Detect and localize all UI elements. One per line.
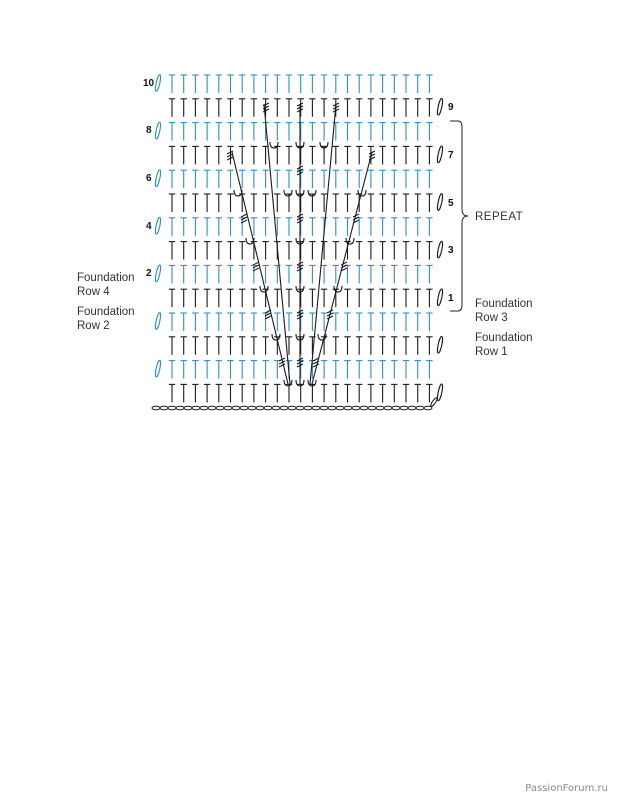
chain-stitch	[352, 406, 360, 410]
cluster-knot	[270, 142, 278, 148]
stitch-row	[169, 193, 444, 212]
turning-chain	[154, 312, 161, 329]
chain-stitch	[430, 397, 438, 407]
chain-stitch	[328, 406, 336, 410]
stitch-row	[154, 74, 432, 93]
chain-stitch	[240, 406, 248, 410]
turning-chain	[154, 74, 161, 91]
chain-stitch	[256, 406, 264, 410]
row-number-9: 9	[448, 102, 454, 113]
stitch-row	[154, 217, 432, 236]
chain-stitch	[184, 406, 192, 410]
turning-chain	[436, 336, 443, 353]
cluster-knot	[234, 190, 242, 196]
chain-stitch	[336, 406, 344, 410]
foundation-row-1-label: Foundation Row 1	[475, 332, 533, 358]
chain-stitch	[400, 406, 408, 410]
treble-hash-mark	[369, 154, 375, 157]
row-number-1: 1	[448, 293, 454, 304]
turning-chain	[436, 241, 443, 258]
chain-stitch	[320, 406, 328, 410]
stitch-row	[154, 170, 432, 189]
stitch-row	[169, 336, 444, 355]
stitch-row	[154, 265, 432, 284]
chain-stitch	[304, 406, 312, 410]
chain-stitch	[368, 406, 376, 410]
stitch-row	[154, 122, 432, 141]
treble-hash-mark	[241, 214, 247, 217]
foundation-row-3-label: Foundation Row 3	[475, 298, 533, 324]
row-number-10: 10	[143, 78, 155, 89]
chain-stitch	[280, 406, 288, 410]
stitch-rows	[154, 74, 443, 402]
row-number-2: 2	[146, 268, 152, 279]
chain-stitch	[176, 406, 184, 410]
turning-chain	[436, 289, 443, 306]
chain-stitch	[424, 406, 432, 410]
chain-stitch	[264, 406, 272, 410]
turning-chain	[154, 217, 161, 234]
chain-stitch	[224, 406, 232, 410]
stitch-row	[169, 146, 444, 165]
chain-stitch	[360, 406, 368, 410]
chain-stitch	[272, 406, 280, 410]
chain-stitch	[376, 406, 384, 410]
stitch-row	[154, 312, 432, 331]
stitch-row	[169, 241, 444, 260]
chain-stitch	[288, 406, 296, 410]
chain-stitch	[248, 406, 256, 410]
stitch-row	[154, 360, 432, 379]
turning-chain	[436, 146, 443, 163]
chain-stitch	[312, 406, 320, 410]
stitch-row	[169, 98, 444, 117]
cluster-knot	[284, 190, 292, 196]
treble-hash-mark	[253, 262, 259, 265]
turning-chain	[436, 193, 443, 210]
foundation-row-4-label: Foundation Row 4	[77, 272, 135, 298]
stitch-row	[169, 289, 444, 308]
chain-stitch	[216, 406, 224, 410]
chain-stitch	[232, 406, 240, 410]
row-number-3: 3	[448, 245, 454, 256]
turning-chain	[154, 122, 161, 139]
turning-chain	[154, 360, 161, 377]
chain-stitch	[192, 406, 200, 410]
turning-chain	[436, 98, 443, 115]
foundation-row-2-label: Foundation Row 2	[77, 306, 135, 332]
chain-stitch	[208, 406, 216, 410]
stitch-row	[169, 384, 444, 403]
turning-chain	[154, 170, 161, 187]
chain-stitch	[408, 406, 416, 410]
chain-stitch	[416, 406, 424, 410]
row-number-6: 6	[146, 173, 152, 184]
watermark: PassionForum.ru	[525, 783, 608, 794]
chain-stitch	[392, 406, 400, 410]
chain-stitch	[152, 406, 160, 410]
chain-stitch	[200, 406, 208, 410]
chain-stitch	[296, 406, 304, 410]
row-number-7: 7	[448, 150, 454, 161]
chain-stitch	[344, 406, 352, 410]
chain-stitch	[384, 406, 392, 410]
turning-chain	[154, 265, 161, 282]
row-number-4: 4	[146, 221, 152, 232]
row-number-8: 8	[146, 125, 152, 136]
row-number-5: 5	[448, 198, 454, 209]
chain-stitch	[160, 406, 168, 410]
repeat-label: REPEAT	[475, 211, 524, 223]
chain-stitch	[168, 406, 176, 410]
